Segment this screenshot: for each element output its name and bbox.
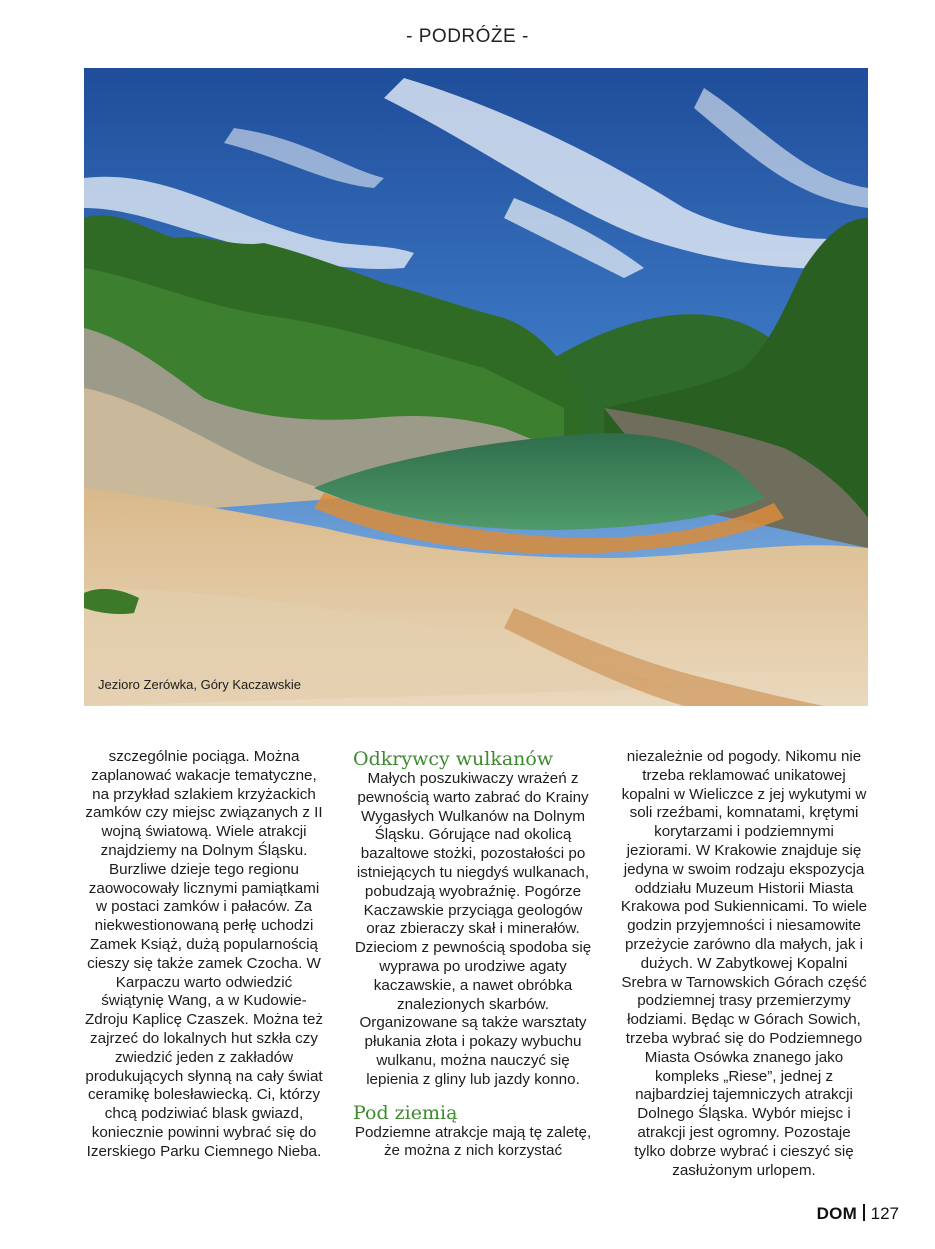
column-right xyxy=(620,748,868,1180)
photo-caption: Jezioro Zerówka, Góry Kaczawskie xyxy=(98,677,302,692)
column-left-text: szczególnie pociąga. Można zaplanować wakacje tematyczne, na przykład szlakiem krzyżackich zamków czy miejsc związanych z II wojną światową. Wiele atrakcji znajdziemy na Dolnym Śląsku. Burzliwe dzieje tego regionu zaowocowały licznymi pamiątkami w postaci zamków i pałaców. Za niekwestionowaną perłę uchodzi Zamek Książ, dużą popularnością cieszy się także zamek Czocha. W Karpaczu warto odwiedzić świątynię Wang, a w Kudowie-Zdroju Kaplicę Czaszek. Można też zajrzeć do lokalnych hut szkła czy zwiedzić jeden z zakładów produkujących słynną na cały świat ceramikę bolesławiecką. Ci, którzy chcą podziwiać blask gwiazd, koniecznie powinni wybrać się do Izerskiego Parku Ciemnego Nieba. xyxy=(84,748,324,1160)
page-footer xyxy=(817,1204,899,1224)
section-header: - PODRÓŻE - xyxy=(406,26,529,47)
magazine-brand: DOM xyxy=(816,1204,858,1223)
heading-odkrywcy-wulkanow: Odkrywcy wulkanów xyxy=(353,748,554,770)
lake-photo xyxy=(84,68,868,706)
landscape-illustration xyxy=(84,68,868,706)
heading-pod-ziemia: Pod ziemią xyxy=(353,1101,458,1124)
column-left xyxy=(84,748,324,1162)
column-middle-text-2: Podziemne atrakcje mają tę zaletę, że można z nich korzystać xyxy=(354,1123,592,1160)
page-number: 127 xyxy=(870,1204,899,1223)
column-right-text: niezależnie od pogody. Nikomu nie trzeba reklamować unikatowej kopalni w Wieliczce z jej wykutymi w soli rzeźbami, komnatami, krętymi korytarzami i podziemnymi jeziorami. W Krakowie znajduje się jedyna w swoim rodzaju ekspozycja oddziału Muzeum Historii Miasta Krakowa pod Sukiennicami. To wiele godzin przyjemności i niesamowite przeżycie zarówno dla małych, jak i dużych. W Zabytkowej Kopalni Srebra w Tarnowskich Górach część podziemnej trasy przemierzymy łodziami. Będąc w Górach Sowich, trzeba wybrać się do Podziemnego Miasta Osówka znanego jako kompleks „Riese”, jednej z najbardziej tajemniczych atrakcji Dolnego Śląska. Wybór miejsc i atrakcji jest ogromny. Pozostaje tylko dobrze wybrać i cieszyć się zasłużonym urlopem. xyxy=(620,748,868,1179)
column-middle xyxy=(353,748,593,1161)
footer-divider xyxy=(863,1204,865,1221)
column-middle-text-1: Małych poszukiwaczy wrażeń z pewnością warto zabrać do Krainy Wygasłych Wulkanów na Dolnym Śląsku. Górujące nad okolicą bazaltowe stożki, pozostałości po istniejących tu niegdyś wulkanach, pobudzają wyobraźnię. Pogórze Kaczawskie przyciąga geologów oraz zbieraczy skał i minerałów. Dzieciom z pewnością spodoba się wyprawa po urodziwe agaty kaczawskie, a nawet obróbka znalezionych skarbów. Organizowane są także warsztaty płukania złota i pokazy wybuchu wulkanu, można nauczyć się lepienia z gliny lub jazdy konno. xyxy=(354,770,592,1088)
